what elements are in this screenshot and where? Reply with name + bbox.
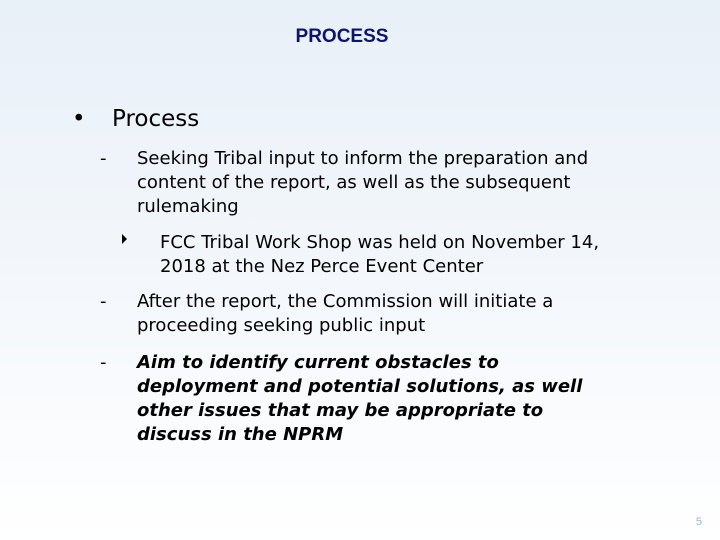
level1-label: Process xyxy=(112,106,200,132)
dash-marker: - xyxy=(100,148,107,169)
dash-marker: - xyxy=(100,291,107,312)
list-item-text: Seeking Tribal input to inform the preparation and content of the report, as well as the subsequent rulemaking xyxy=(137,148,589,217)
list-item-text: Aim to identify current obstacles to deployment and potential solutions, as well other issues that may be appropriate to discuss in the NPRM xyxy=(137,352,583,445)
list-item-text: After the report, the Commission will initiate a proceeding seeking public input xyxy=(137,291,554,336)
bullet-dot: • xyxy=(72,106,86,132)
sub-list-item-text: FCC Tribal Work Shop was held on November 14, 2018 at the Nez Perce Event Center xyxy=(160,232,600,277)
dash-marker: - xyxy=(100,352,107,373)
slide-title: PROCESS xyxy=(295,26,389,47)
page-number: 5 xyxy=(695,516,702,528)
triangle-bullet-icon xyxy=(122,234,127,244)
